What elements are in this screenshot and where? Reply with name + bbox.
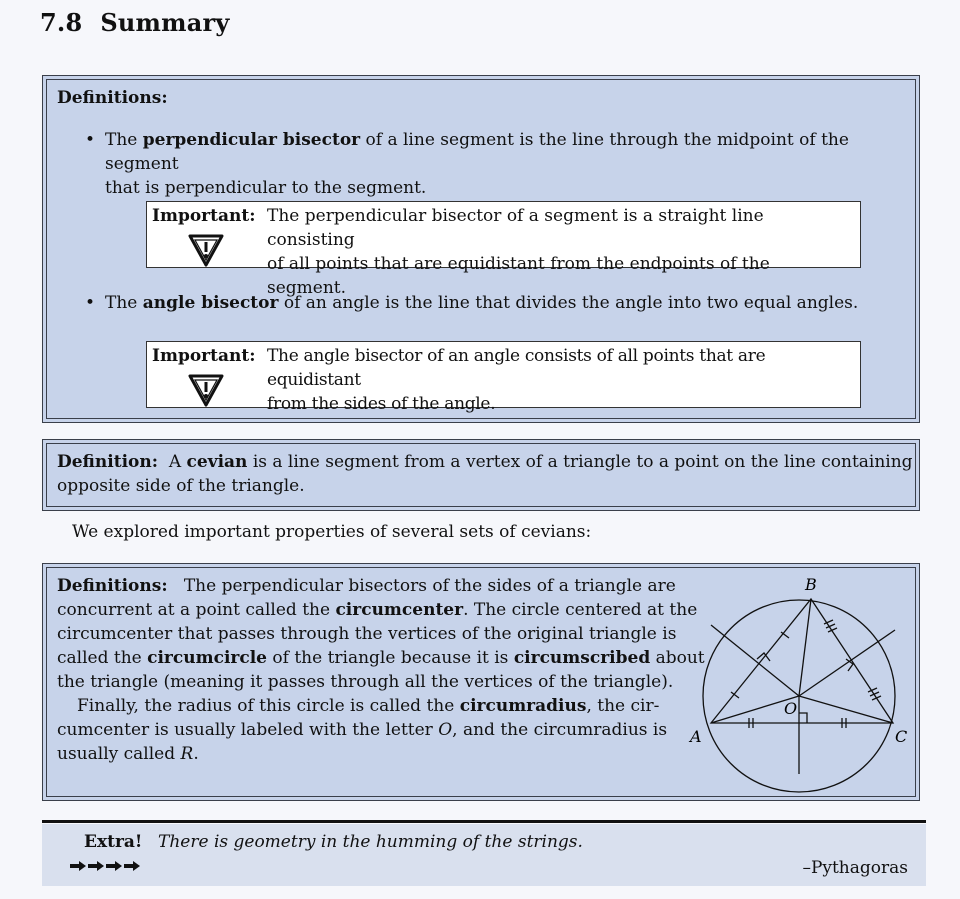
definitions-heading: Definitions: (57, 88, 168, 108)
text-fragment: The (105, 130, 143, 150)
label-B: B (805, 575, 817, 594)
text-fragment: about (650, 648, 705, 668)
term-circumcenter: circumcenter (335, 600, 464, 620)
label-C: C (895, 727, 908, 746)
important-label: Important: (152, 206, 256, 226)
definition-label: Definition: (57, 452, 159, 472)
warning-icon (187, 232, 225, 268)
important-text (267, 204, 852, 300)
circumcenter-box (42, 563, 920, 801)
perp-bisector-BC (799, 630, 895, 696)
important-note-2 (146, 341, 861, 414)
text-fragment: , and the circumradius is (452, 720, 668, 740)
tick-mark (872, 696, 881, 700)
text-fragment: opposite side of the triangle. (57, 476, 305, 496)
text-line (57, 574, 687, 598)
extra-divider (42, 820, 926, 823)
term-circumcircle: circumcircle (147, 648, 267, 668)
intro-text: We explored important properties of several sets of cevians: (72, 522, 592, 542)
radius-OB (799, 599, 811, 696)
warning-icon (187, 372, 225, 408)
text-line: from the sides of the angle. (267, 394, 496, 414)
section-heading: Summary (100, 8, 230, 37)
important-label: Important: (152, 346, 256, 366)
label-O: O (784, 699, 798, 718)
text-line (57, 694, 687, 718)
text-fragment: usually called (57, 744, 181, 764)
definitions-box (42, 75, 920, 423)
cevian-definition-box (42, 439, 920, 511)
text-fragment: Finally, the radius of this circle is called the (77, 696, 460, 716)
text-fragment: The perpendicular bisectors of the sides of a triangle are (183, 576, 676, 596)
right-angle-mark (799, 713, 807, 723)
text-fragment: called the (57, 648, 148, 668)
circumcenter-text (57, 574, 705, 766)
text-fragment: that is perpendicular to the segment. (105, 178, 427, 198)
text-line: The perpendicular bisector of a segment is a straight line consisting (267, 206, 764, 250)
arrows-icon (70, 860, 146, 872)
text-fragment: of the triangle because it is (266, 648, 514, 668)
bullet-dot: • (85, 130, 96, 150)
section-title (40, 8, 229, 37)
text-fragment: of a line segment is the line through the midpoint of the segment (105, 130, 849, 174)
cevian-definition-text (57, 450, 913, 498)
text-line: the triangle (meaning it passes through all the vertices of the triangle). (57, 672, 674, 692)
text-fragment: The (105, 293, 143, 313)
text-fragment: cumcenter is usually labeled with the letter (57, 720, 439, 740)
triangle-ABC (711, 599, 893, 723)
text-fragment: is a line segment from a vertex of a triangle to a point on the line containing (247, 452, 913, 472)
text-line: The angle bisector of an angle consists of all points that are equidistant (267, 346, 766, 390)
term-circumscribed: circumscribed (513, 648, 651, 668)
text-fragment: A (168, 452, 187, 472)
important-text (267, 344, 852, 416)
extra-quote: There is geometry in the humming of the strings. (158, 832, 583, 852)
text-fragment: . The circle centered at the (463, 600, 698, 620)
text-line: circumcenter that passes through the vertices of the original triangle is (57, 624, 677, 644)
extra-quote-box (42, 824, 926, 886)
label-A: A (690, 727, 702, 746)
bullet-dot: • (85, 293, 96, 313)
section-number: 7.8 (40, 8, 83, 37)
important-note-1 (146, 201, 861, 298)
term-perpendicular-bisector: perpendicular bisector (142, 130, 361, 150)
text-line: of all points that are equidistant from the endpoints of the segment. (267, 254, 770, 298)
text-fragment: of an angle is the line that divides the angle into two equal angles. (278, 293, 859, 313)
circumcircle-diagram (683, 570, 917, 796)
text-line (57, 742, 687, 766)
quote-attribution: –Pythagoras (802, 858, 908, 878)
term-circumradius: circumradius (459, 696, 587, 716)
letter-O: O (438, 720, 453, 740)
text-line (57, 646, 705, 670)
text-fragment: , the cir- (586, 696, 660, 716)
definitions-label: Definitions: (57, 576, 168, 596)
text-fragment: . (193, 744, 199, 764)
term-cevian: cevian (186, 452, 248, 472)
text-fragment: concurrent at a point called the (57, 600, 336, 620)
extra-label: Extra! (84, 832, 143, 852)
text-line (57, 718, 687, 742)
letter-R: R (180, 744, 194, 764)
text-line (57, 598, 698, 622)
term-angle-bisector: angle bisector (142, 293, 279, 313)
